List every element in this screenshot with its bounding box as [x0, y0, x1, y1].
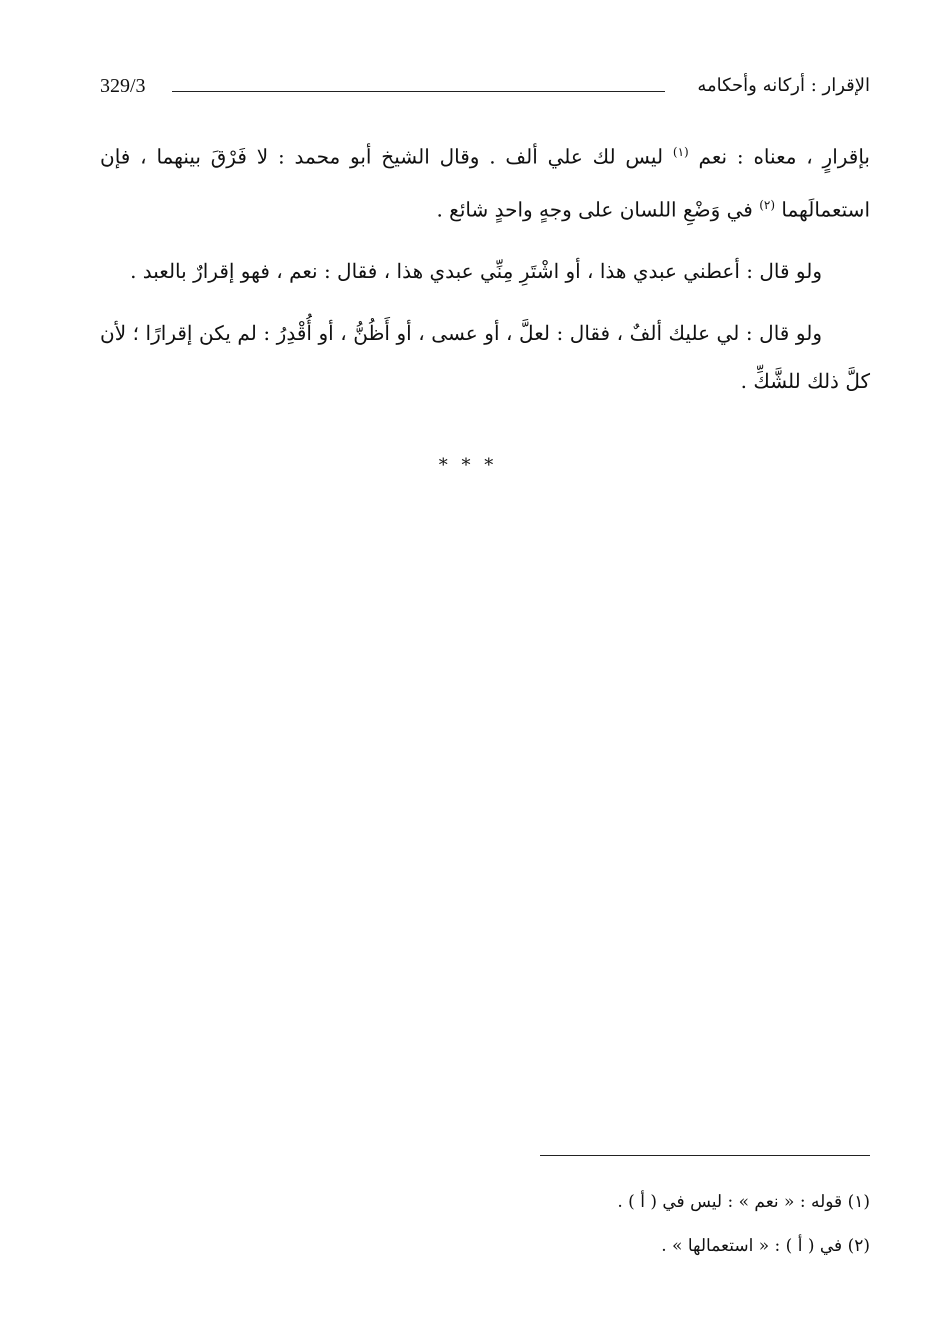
paragraph-2: ولو قال : أعطني عبدي هذا ، أو اشْتَرِ مِنِّي عبدي هذا ، فقال : نعم ، فهو إقرارٌ بالعبد . [130, 259, 822, 284]
main-text [100, 128, 870, 419]
paragraph-1-part-3: في وَضْعِ اللسان على وجهٍ واحدٍ شائع . [436, 197, 760, 222]
page-number: 329/3 [100, 75, 146, 97]
running-title: الإقرار : أركانه وأحكامه [697, 75, 870, 96]
footnote-2: (٢) في ( أ ) : « استعمالها » . [661, 1236, 870, 1256]
header-rule [172, 91, 665, 92]
page-header [100, 72, 870, 106]
paragraph-3: ولو قال : لي عليك ألفٌ ، فقال : لعلَّ ، أو عسى ، أو أَظُنُّ ، أو أُقْدِرُ : لم يكن إقرارًا ؛ لأن كلَّ ذلك للشَّكِّ . [100, 321, 870, 394]
paragraph-1-part-2: ليس لك علي ألف . وقال الشيخ أبو محمد : لا فَرْقَ بينهما ، فإن استعمالَهما [100, 144, 870, 222]
footnotes [100, 1180, 870, 1268]
footnote-1: (١) قوله : « نعم » : ليس في ( أ ) . [617, 1192, 870, 1212]
paragraph-1-part-1: بإقرارٍ ، معناه : نعم [688, 144, 871, 169]
section-separator: * * * [438, 455, 498, 476]
footnote-ref-1: (١) [672, 145, 689, 159]
footnote-rule [540, 1155, 870, 1156]
paragraph-1 [100, 128, 870, 233]
footnote-ref-2: (٢) [759, 197, 776, 212]
